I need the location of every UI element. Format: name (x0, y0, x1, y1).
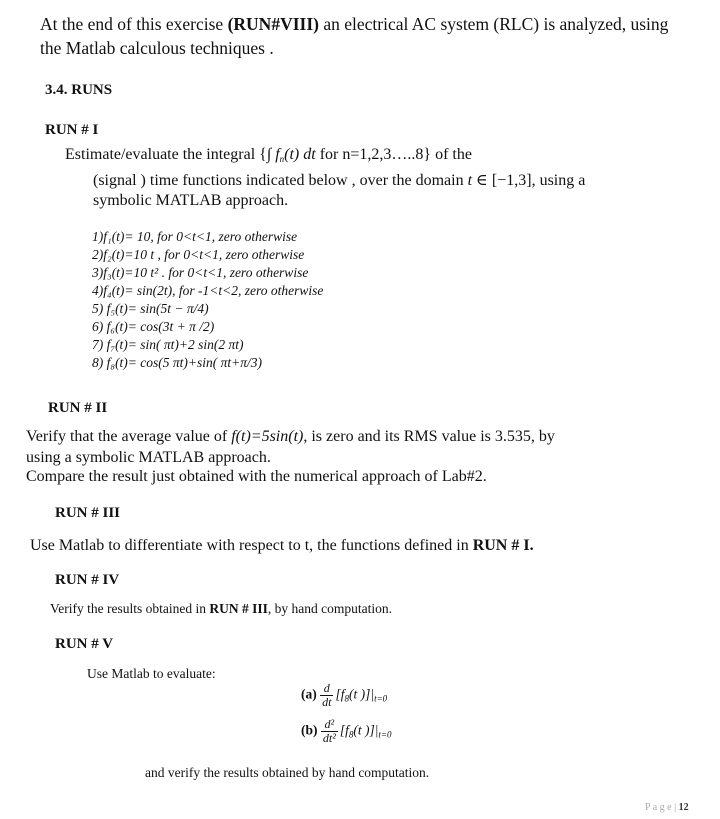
run1-text: , using a (531, 172, 586, 189)
run-ref: RUN # I. (472, 537, 534, 554)
domain-range: ∈ [−1,3] (472, 172, 532, 189)
function-item: 2)f₂(t)=10 t , for 0<t<1, zero otherwise (92, 247, 305, 262)
integral-symbol: ∫ f (266, 146, 280, 163)
derivative-fraction (320, 682, 333, 709)
run2-function: f(t)=5sin(t) (231, 428, 304, 445)
run5-item-a (301, 682, 387, 709)
integral-subscript: n (279, 154, 285, 164)
derivative-fraction (321, 718, 338, 745)
expr: (t )]| (353, 722, 379, 738)
run2-line-2: using a symbolic MATLAB approach. (26, 449, 271, 466)
page-footer (645, 802, 689, 813)
eval-point: t=0 (378, 729, 392, 740)
integral-body: (t) dt (284, 146, 316, 163)
page-sep: | (671, 802, 679, 813)
item-label: (b) (301, 722, 318, 738)
run5-item-b (301, 718, 392, 745)
expr-sub: 8 (344, 693, 349, 704)
run2-line-3: Compare the result just obtained with the numerical approach of Lab#2. (26, 468, 487, 485)
run1-line-1 (65, 146, 472, 164)
function-item: 8) f₈(t)= cos(5 πt)+sin( πt+π/3) (92, 355, 263, 370)
run5-intro: Use Matlab to evaluate: (87, 666, 216, 681)
run-ref: (RUN#VIII) (227, 14, 319, 34)
run2-title: RUN # II (48, 400, 108, 416)
frac-num: d (320, 682, 333, 696)
run3-text (30, 537, 534, 555)
item-label: (a) (301, 686, 317, 702)
run1-line-3: symbolic MATLAB approach. (93, 192, 289, 209)
run1-line-2 (93, 170, 585, 190)
intro-line-1 (40, 14, 668, 35)
run3-title: RUN # III (55, 505, 121, 521)
run4-title: RUN # IV (55, 572, 120, 588)
run1-text: for n=1,2,3…..8} of the (315, 146, 472, 163)
run4-body: Verify the results obtained in (50, 601, 210, 616)
run5-closing: and verify the results obtained by hand computation. (145, 765, 430, 780)
run1-title: RUN # I (45, 122, 99, 138)
intro-text: At the end of this exercise (40, 14, 228, 34)
run2-text: Verify that the average value of (26, 428, 232, 445)
function-item: 4)f₄(t)= sin(2t), for -1<t<2, zero otherwise (92, 283, 324, 298)
run5-title: RUN # V (55, 636, 114, 652)
expr: (t )]| (348, 686, 375, 702)
eval-point: t=0 (374, 693, 388, 704)
expr: [f (335, 686, 345, 702)
run2-line-1 (26, 428, 555, 446)
domain-var: t (467, 172, 473, 189)
function-item: 3)f₃(t)=10 t² . for 0<t<1, zero otherwise (92, 265, 309, 280)
section-title: 3.4. RUNS (45, 82, 113, 98)
function-item: 7) f₇(t)= sin( πt)+2 sin(2 πt) (92, 337, 244, 352)
intro-line-2: the Matlab calculous techniques . (40, 38, 274, 58)
run2-text: , is zero and its RMS value is 3.535, by (303, 428, 555, 445)
run4-text (50, 601, 392, 617)
frac-num: d² (321, 718, 338, 732)
run4-body: , by hand computation. (267, 601, 392, 616)
frac-den: dt (322, 695, 332, 709)
intro-text: an electrical AC system (RLC) is analyzed, using (318, 14, 669, 34)
run3-body: Use Matlab to differentiate with respect to t, the functions defined in (30, 537, 473, 554)
page-label: P a g e (645, 802, 672, 813)
frac-den: dt² (322, 731, 336, 745)
function-list (92, 228, 323, 372)
page-number: 12 (678, 802, 689, 813)
run1-text: (signal ) time functions indicated below , over the domain (93, 172, 468, 189)
expr-sub: 8 (348, 729, 354, 740)
function-item: 1)f₁(t)= 10, for 0<t<1, zero otherwise (92, 229, 298, 244)
run1-text: Estimate/evaluate the integral { (65, 146, 267, 163)
function-item: 6) f₆(t)= cos(3t + π /2) (92, 319, 215, 334)
function-item: 5) f₅(t)= sin(5t − π/4) (92, 301, 209, 316)
expr: [f (339, 722, 349, 738)
run-ref: RUN # III (209, 601, 268, 616)
